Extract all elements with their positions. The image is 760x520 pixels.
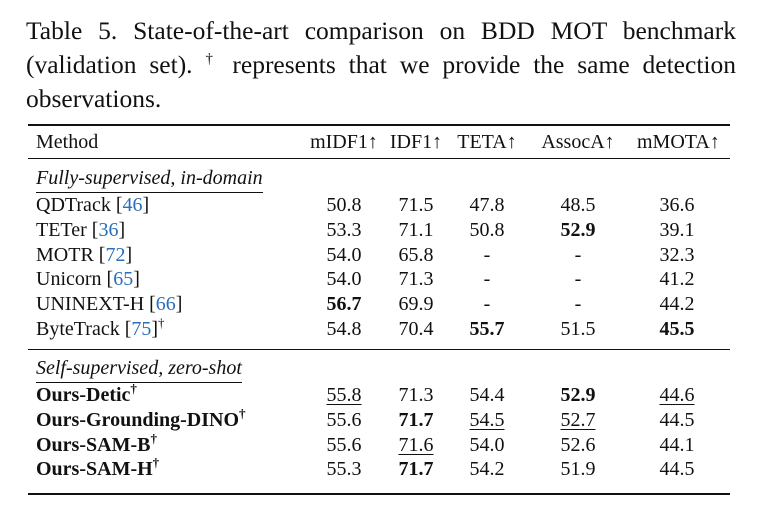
value-cell: 71.3 bbox=[398, 384, 434, 406]
caption-dagger: † bbox=[205, 51, 220, 67]
method-name bbox=[36, 383, 137, 407]
method-label: Unicorn [ bbox=[36, 268, 114, 291]
value-cell: 55.3 bbox=[326, 458, 362, 481]
dagger-mark: † bbox=[152, 455, 160, 471]
citation-link[interactable]: 36 bbox=[98, 218, 119, 241]
value-cell: 55.6 bbox=[326, 433, 362, 456]
value-cell: 52.6 bbox=[560, 433, 596, 456]
method-name bbox=[36, 317, 165, 341]
citation-bracket: ] bbox=[151, 318, 159, 340]
caption-text: Table 5. State-of-the-art comparison on BDD MOT benchmark (validation set). bbox=[26, 16, 736, 79]
dagger-mark: † bbox=[150, 430, 157, 446]
value-cell: 50.8 bbox=[326, 194, 362, 216]
underlined-value: 52.7 bbox=[560, 408, 596, 431]
value-cell: 69.9 bbox=[398, 293, 434, 316]
underlined-value: 71.6 bbox=[398, 433, 434, 456]
dagger-mark: † bbox=[239, 405, 246, 421]
method-name bbox=[36, 430, 157, 457]
citation-link[interactable]: 46 bbox=[122, 194, 143, 216]
value-cell: 71.7 bbox=[398, 408, 434, 431]
caption-text-2: represents that we provide the same detection observations. bbox=[26, 50, 736, 113]
value-cell: 65.8 bbox=[398, 243, 434, 266]
value-cell: 55.7 bbox=[469, 318, 505, 340]
value-cell: 54.0 bbox=[326, 243, 362, 266]
value-cell: 54.0 bbox=[469, 433, 505, 456]
header-method: Method bbox=[36, 131, 99, 153]
method-name bbox=[36, 218, 125, 242]
value-cell: - bbox=[483, 268, 491, 291]
value-cell: 36.6 bbox=[659, 194, 695, 216]
method-name bbox=[36, 292, 182, 316]
value-cell bbox=[376, 433, 456, 457]
underlined-value: 54.5 bbox=[469, 408, 505, 431]
value-cell: 53.3 bbox=[326, 218, 362, 241]
method-label: Ours-Detic bbox=[36, 384, 131, 406]
value-cell: - bbox=[574, 268, 582, 291]
citation-bracket: ] bbox=[133, 268, 140, 291]
group-title: Self-supervised, zero-shot bbox=[36, 356, 242, 383]
value-cell: - bbox=[574, 243, 582, 266]
value-cell: 44.5 bbox=[659, 408, 695, 431]
citation-link[interactable]: 65 bbox=[113, 268, 134, 291]
method-label: Ours-SAM-B bbox=[36, 433, 151, 456]
method-label: MOTR [ bbox=[36, 243, 106, 266]
value-cell bbox=[304, 383, 384, 407]
value-cell: 52.9 bbox=[560, 384, 596, 406]
header-midf1: mIDF1↑ bbox=[310, 131, 378, 153]
value-cell: 56.7 bbox=[326, 293, 362, 316]
value-cell bbox=[447, 408, 527, 432]
value-cell: 54.8 bbox=[326, 318, 362, 340]
value-cell: - bbox=[483, 293, 491, 316]
value-cell: 54.2 bbox=[469, 458, 505, 481]
value-cell: 54.0 bbox=[326, 268, 362, 291]
value-cell: 55.6 bbox=[326, 408, 362, 431]
citation-bracket: ] bbox=[125, 243, 133, 266]
value-cell: 71.7 bbox=[398, 458, 434, 481]
method-name bbox=[36, 457, 159, 481]
value-cell: 71.1 bbox=[398, 218, 434, 241]
method-name bbox=[36, 193, 149, 217]
citation-link[interactable]: 72 bbox=[105, 243, 126, 266]
value-cell: 51.5 bbox=[560, 318, 596, 340]
method-label: ByteTrack [ bbox=[36, 318, 132, 340]
value-cell: 44.1 bbox=[659, 433, 695, 456]
value-cell: 52.9 bbox=[560, 218, 596, 241]
method-label: Ours-Grounding-DINO bbox=[36, 408, 240, 431]
citation-bracket: ] bbox=[142, 194, 150, 216]
method-label: Ours-SAM-H bbox=[36, 458, 153, 481]
citation-bracket: ] bbox=[175, 293, 183, 316]
method-label: QDTrack [ bbox=[36, 194, 123, 216]
citation-link[interactable]: 75 bbox=[131, 318, 152, 340]
header-assoca: AssocA↑ bbox=[541, 131, 615, 153]
value-cell: - bbox=[574, 293, 582, 316]
header-teta: TETA↑ bbox=[457, 131, 517, 153]
method-name bbox=[36, 267, 140, 291]
value-cell: 41.2 bbox=[659, 268, 695, 291]
underlined-value: 44.6 bbox=[659, 384, 695, 406]
value-cell: 44.5 bbox=[659, 458, 695, 481]
value-cell: 71.3 bbox=[398, 268, 434, 291]
value-cell: 44.2 bbox=[659, 293, 695, 316]
dagger-mark: † bbox=[130, 381, 137, 396]
value-cell: 47.8 bbox=[469, 194, 505, 216]
value-cell: 51.9 bbox=[560, 458, 596, 481]
value-cell: 50.8 bbox=[469, 218, 505, 241]
header-mmota: mMOTA↑ bbox=[637, 131, 720, 153]
value-cell: 54.4 bbox=[469, 384, 505, 406]
method-name bbox=[36, 243, 132, 267]
method-label: TETer [ bbox=[36, 218, 99, 241]
value-cell: 48.5 bbox=[560, 194, 596, 216]
citation-bracket: ] bbox=[118, 218, 126, 241]
value-cell: 70.4 bbox=[398, 318, 434, 340]
header-idf1: IDF1↑ bbox=[389, 131, 443, 153]
value-cell: 71.5 bbox=[398, 194, 434, 216]
method-label: UNINEXT-H [ bbox=[36, 293, 156, 316]
citation-link[interactable]: 66 bbox=[155, 293, 176, 316]
value-cell: 39.1 bbox=[659, 218, 695, 241]
value-cell: 45.5 bbox=[659, 318, 695, 340]
value-cell: 32.3 bbox=[659, 243, 695, 266]
value-cell bbox=[538, 408, 618, 432]
value-cell: - bbox=[483, 243, 491, 266]
underlined-value: 55.8 bbox=[326, 384, 362, 406]
group-title: Fully-supervised, in-domain bbox=[36, 166, 263, 193]
dagger-mark: † bbox=[158, 315, 165, 330]
method-name bbox=[36, 405, 246, 432]
value-cell bbox=[637, 383, 717, 407]
